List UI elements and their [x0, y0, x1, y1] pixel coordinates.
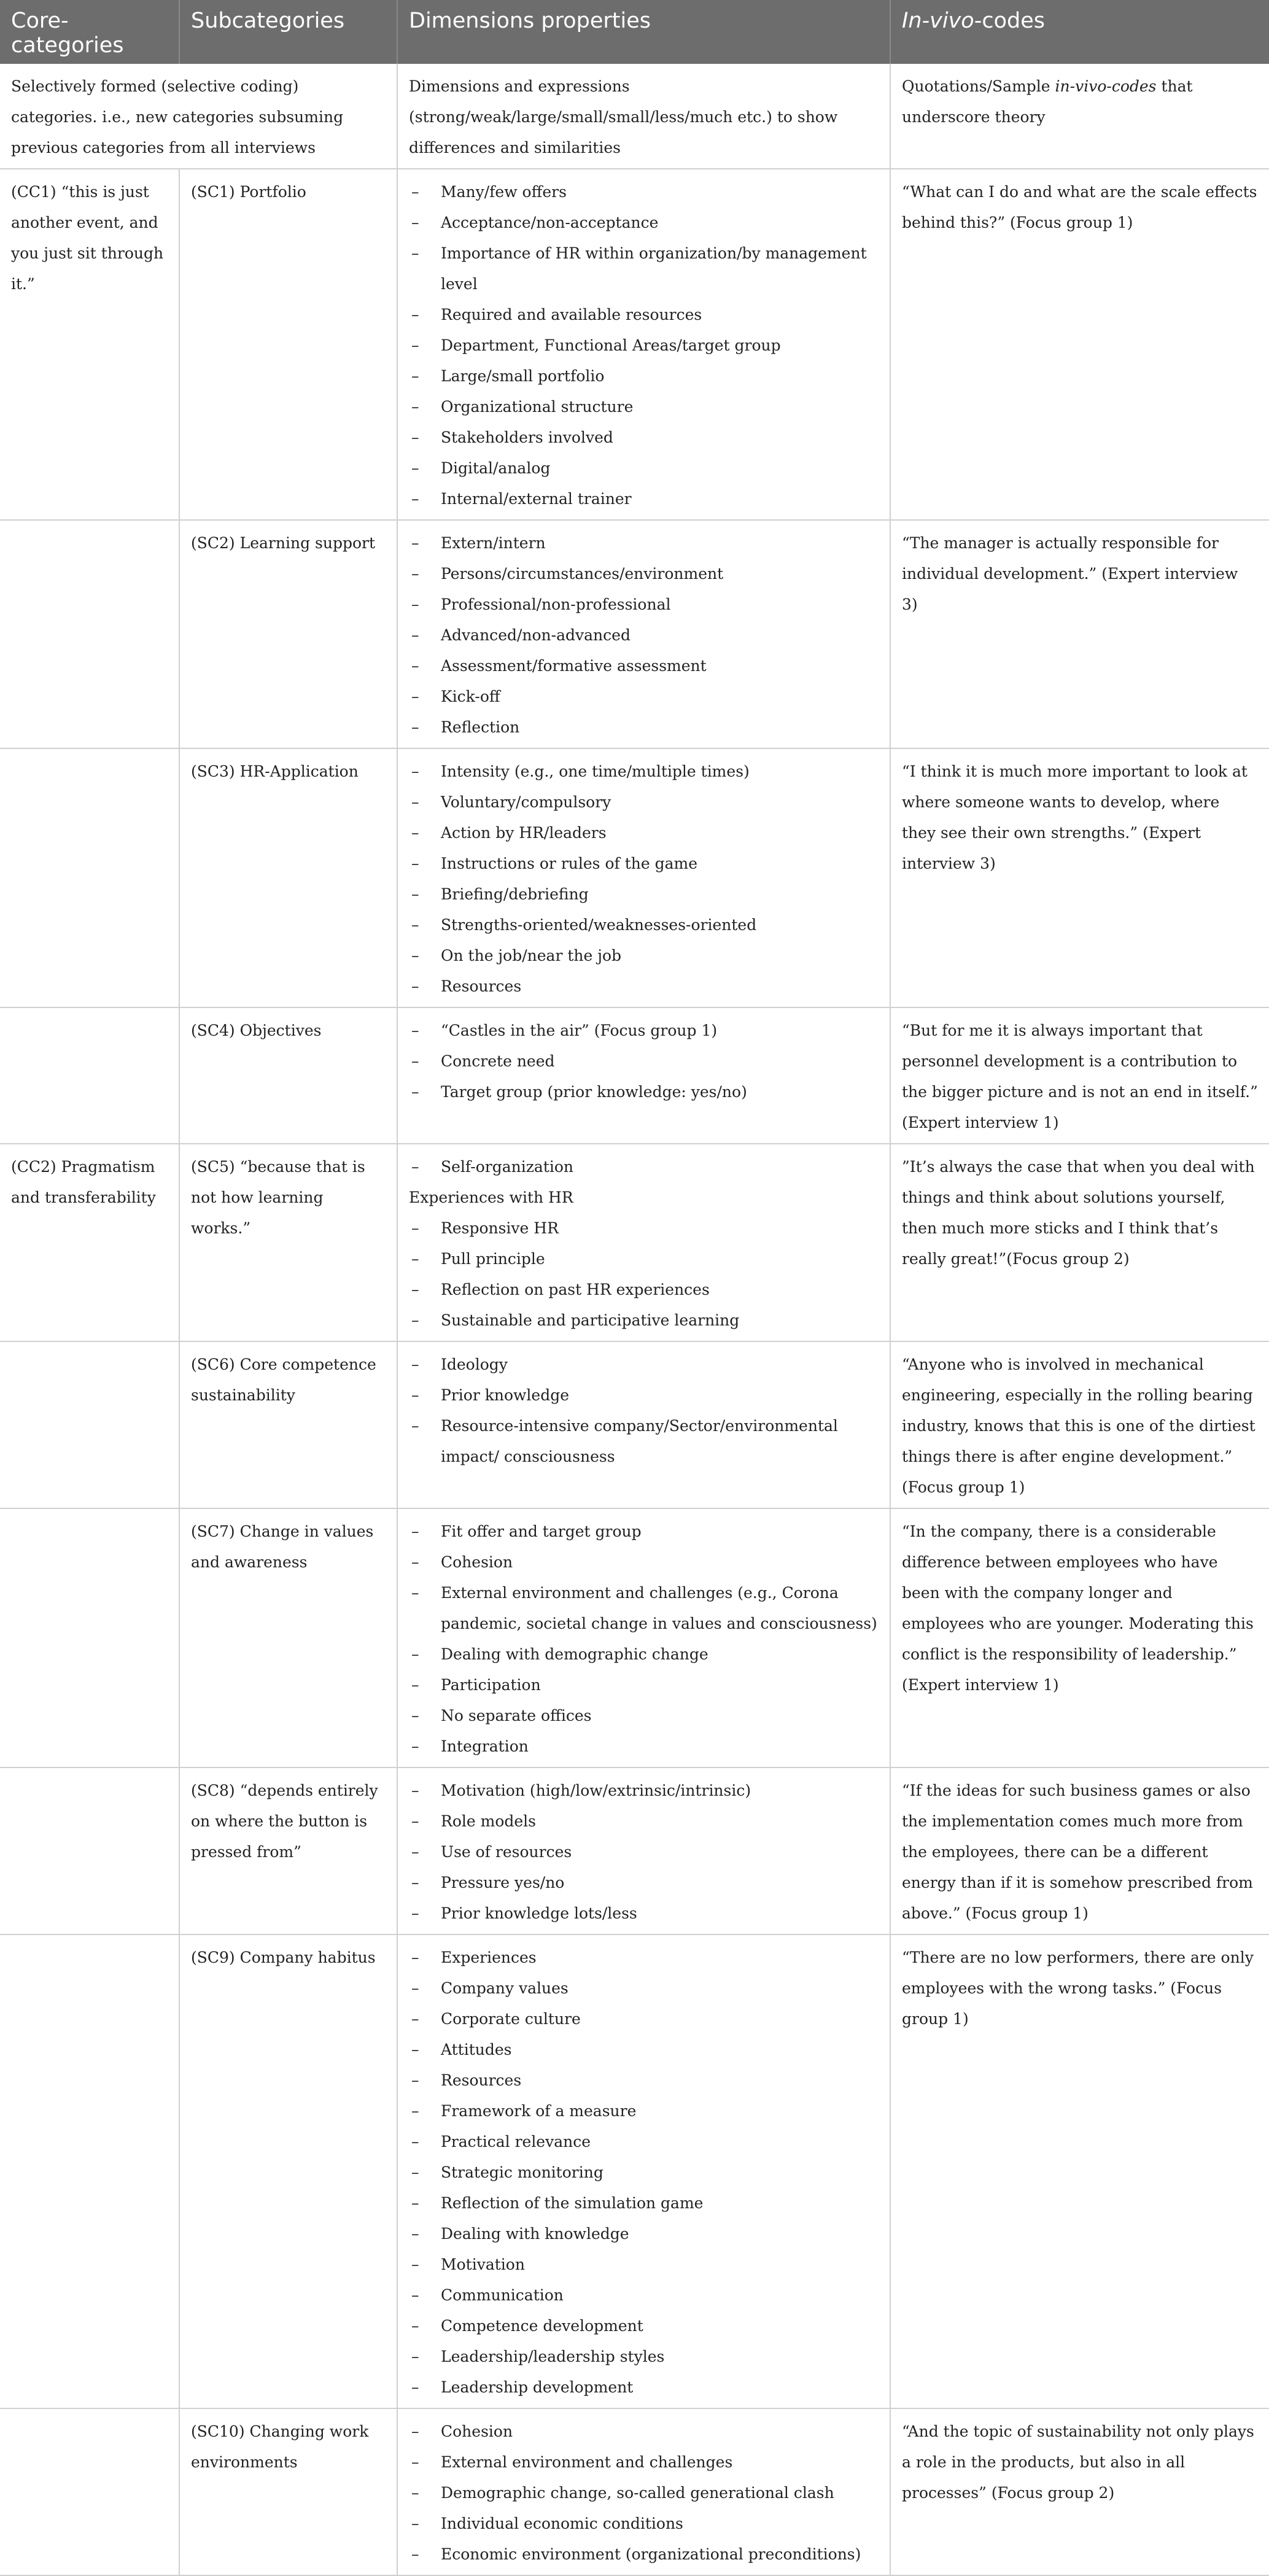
in-vivo-quote-cell: “In the company, there is a considerable difference between employees who have been with the company longer and employees who are younger. Moderating this conflict is the responsibility of leadership.” (Expert interview 1)	[890, 1508, 1269, 1767]
in-vivo-quote-cell: ”It’s always the case that when you deal with things and think about solutions yourself, then much more sticks and I think that’s really great!”(Focus group 2)	[890, 1144, 1269, 1341]
dimensions-cell	[397, 1007, 890, 1144]
dimension-item: – Prior knowledge	[409, 1380, 879, 1411]
dimension-item: – Dealing with demographic change	[409, 1639, 879, 1670]
dimensions-cell	[397, 1934, 890, 2408]
in-vivo-quote-cell: “I think it is much more important to look at where someone wants to develop, where they see their own strengths.” (Expert interview 3)	[890, 748, 1269, 1007]
dimension-item: – Required and available resources	[409, 300, 879, 330]
dimension-item: – Economic environment (organizational preconditions)	[409, 2539, 879, 2570]
subcategory-cell: (SC10) Changing work environments	[179, 2408, 397, 2575]
dimension-list	[409, 177, 879, 514]
intro-dimensions-description: Dimensions and expressions (strong/weak/large/small/small/less/much etc.) to show differences and similarities	[397, 64, 890, 169]
dimension-item: – Acceptance/non-acceptance	[409, 208, 879, 238]
header-subcategories: Subcategories	[179, 0, 397, 64]
intro-core-description: Selectively formed (selective coding) categories. i.e., new categories subsuming previous categories from all interviews	[0, 64, 397, 169]
core-category-cell	[0, 2408, 179, 2575]
in-vivo-quote-cell: “If the ideas for such business games or also the implementation comes much more from the employees, there can be a different energy than if it is somehow prescribed from above.” (Focus group 1)	[890, 1767, 1269, 1934]
intro-quote-italic: in-vivo-codes	[1055, 77, 1157, 95]
dimension-item: – Briefing/debriefing	[409, 879, 879, 910]
subcategory-cell: (SC5) “because that is not how learning works.”	[179, 1144, 397, 1341]
dimension-item: – Digital/analog	[409, 453, 879, 484]
dimension-item: – Sustainable and participative learning	[409, 1305, 879, 1336]
dimension-list	[409, 528, 879, 743]
dimension-item: – Resources	[409, 2065, 879, 2096]
dimension-item: – Target group (prior knowledge: yes/no)	[409, 1077, 879, 1108]
core-category-cell	[0, 520, 179, 748]
intro-row	[0, 64, 1269, 169]
dimension-item: – Instructions or rules of the game	[409, 848, 879, 879]
core-category-cell	[0, 1934, 179, 2408]
intro-quote-suffix: that underscore theory	[902, 77, 1193, 126]
dimension-item: – Cohesion	[409, 2416, 879, 2447]
dimension-item: – Prior knowledge lots/less	[409, 1898, 879, 1929]
dimension-item: – Intensity (e.g., one time/multiple times)	[409, 756, 879, 787]
dimension-list	[409, 756, 879, 1002]
core-category-cell	[0, 1341, 179, 1508]
core-category-cell: (CC2) Pragmatism and transferability	[0, 1144, 179, 1341]
dimension-item: – Experiences	[409, 1942, 879, 1973]
dimension-item: – Department, Functional Areas/target group	[409, 330, 879, 361]
dimensions-cell	[397, 520, 890, 748]
table-row	[0, 1341, 1269, 1508]
table-row	[0, 2408, 1269, 2575]
header-codes-suffix: -codes	[974, 9, 1045, 33]
dimension-item: – Attitudes	[409, 2035, 879, 2065]
table-row	[0, 1767, 1269, 1934]
dimension-item: – No separate offices	[409, 1701, 879, 1731]
intro-quote-prefix: Quotations/Sample	[902, 77, 1055, 95]
table-row	[0, 748, 1269, 1007]
dimension-item: – Cohesion	[409, 1547, 879, 1578]
intro-in-vivo-description	[890, 64, 1269, 169]
in-vivo-quote-cell: “But for me it is always important that personnel development is a contribution to the bigger picture and is not an end in itself.” (Expert interview 1)	[890, 1007, 1269, 1144]
dimensions-cell	[397, 2408, 890, 2575]
dimension-item: – Integration	[409, 1731, 879, 1762]
subcategory-cell: (SC7) Change in values and awareness	[179, 1508, 397, 1767]
dimension-item: – Communication	[409, 2280, 879, 2311]
dimension-item: – Ideology	[409, 1349, 879, 1380]
subcategory-cell: (SC4) Objectives	[179, 1007, 397, 1144]
table-row	[0, 1934, 1269, 2408]
dimension-item: – Motivation (high/low/extrinsic/intrinsic)	[409, 1775, 879, 1806]
core-category-cell	[0, 1767, 179, 1934]
table-row	[0, 1144, 1269, 1341]
in-vivo-quote-cell: “And the topic of sustainability not only plays a role in the products, but also in all processes” (Focus group 2)	[890, 2408, 1269, 2575]
dimension-item: – Use of resources	[409, 1837, 879, 1868]
dimension-item: – Pressure yes/no	[409, 1868, 879, 1898]
dimension-item: – Extern/intern	[409, 528, 879, 559]
dimension-item: – Pull principle	[409, 1244, 879, 1274]
header-in-vivo-codes	[890, 0, 1269, 64]
dimensions-cell	[397, 1767, 890, 1934]
dimension-item: – Advanced/non-advanced	[409, 620, 879, 651]
dimension-item: – Individual economic conditions	[409, 2508, 879, 2539]
dimensions-cell	[397, 1144, 890, 1341]
subcategory-cell: (SC9) Company habitus	[179, 1934, 397, 2408]
dimension-item: – Corporate culture	[409, 2004, 879, 2035]
dimension-item: – Large/small portfolio	[409, 361, 879, 392]
dimensions-cell	[397, 1341, 890, 1508]
dimension-item: – Many/few offers	[409, 177, 879, 208]
dimension-list	[409, 1015, 879, 1108]
header-dimensions-properties: Dimensions properties	[397, 0, 890, 64]
dimensions-cell	[397, 1508, 890, 1767]
dimension-item: – Assessment/formative assessment	[409, 651, 879, 681]
dimension-item: – Leadership development	[409, 2372, 879, 2403]
dimension-item: – Company values	[409, 1973, 879, 2004]
dimension-item: – Self-organization	[409, 1152, 879, 1182]
dimension-item: – Fit offer and target group	[409, 1516, 879, 1547]
dimension-item: – Framework of a measure	[409, 2096, 879, 2127]
dimension-item: – Demographic change, so-called generational clash	[409, 2478, 879, 2508]
table-body	[0, 64, 1269, 2575]
dimension-list	[409, 1349, 879, 1472]
dimension-item: – Action by HR/leaders	[409, 818, 879, 848]
dimension-item: – Reflection of the simulation game	[409, 2188, 879, 2219]
in-vivo-quote-cell: “The manager is actually responsible for individual development.” (Expert interview 3)	[890, 520, 1269, 748]
dimension-item: – External environment and challenges (e.g., Corona pandemic, societal change in values and consciousness)	[409, 1578, 879, 1639]
dimension-list	[409, 1152, 879, 1182]
subcategory-cell: (SC1) Portfolio	[179, 169, 397, 520]
dimension-list	[409, 1213, 879, 1336]
dimension-list	[409, 1942, 879, 2403]
table-row	[0, 1508, 1269, 1767]
dimension-item: – Resources	[409, 971, 879, 1002]
subcategory-cell: (SC8) “depends entirely on where the button is pressed from”	[179, 1767, 397, 1934]
in-vivo-quote-cell: “There are no low performers, there are only employees with the wrong tasks.” (Focus group 1)	[890, 1934, 1269, 2408]
dimension-item: – External environment and challenges	[409, 2447, 879, 2478]
dimension-item: – Responsive HR	[409, 1213, 879, 1244]
dimension-item: – Practical relevance	[409, 2127, 879, 2157]
dimension-item: – Stakeholders involved	[409, 422, 879, 453]
core-category-cell	[0, 748, 179, 1007]
dimension-item: – Role models	[409, 1806, 879, 1837]
dimension-item: – Professional/non-professional	[409, 589, 879, 620]
dimension-item: – On the job/near the job	[409, 941, 879, 971]
in-vivo-quote-cell: “Anyone who is involved in mechanical engineering, especially in the rolling bearing industry, knows that this is one of the dirtiest things there is after engine development.” (Focus group 1)	[890, 1341, 1269, 1508]
subcategory-cell: (SC6) Core competence sustainability	[179, 1341, 397, 1508]
in-vivo-quote-cell: “What can I do and what are the scale effects behind this?” (Focus group 1)	[890, 169, 1269, 520]
core-category-cell	[0, 1007, 179, 1144]
dimension-subheading: Experiences with HR	[409, 1189, 573, 1206]
dimension-item: – Persons/circumstances/environment	[409, 559, 879, 589]
subcategory-cell: (SC3) HR-Application	[179, 748, 397, 1007]
header-row	[0, 0, 1269, 64]
dimension-item: – Motivation	[409, 2249, 879, 2280]
dimension-item: – “Castles in the air” (Focus group 1)	[409, 1015, 879, 1046]
dimension-item: – Reflection	[409, 712, 879, 743]
core-category-cell	[0, 1508, 179, 1767]
dimension-list	[409, 2416, 879, 2570]
dimensions-cell	[397, 748, 890, 1007]
dimension-item: – Dealing with knowledge	[409, 2219, 879, 2249]
dimension-item: – Internal/external trainer	[409, 484, 879, 514]
table-row	[0, 1007, 1269, 1144]
dimension-item: – Kick-off	[409, 681, 879, 712]
dimension-item: – Importance of HR within organization/by management level	[409, 238, 879, 300]
dimension-list	[409, 1516, 879, 1762]
dimension-item: – Organizational structure	[409, 392, 879, 422]
header-core-categories: Core-categories	[0, 0, 179, 64]
dimension-item: – Voluntary/compulsory	[409, 787, 879, 818]
dimension-item: – Concrete need	[409, 1046, 879, 1077]
table-header	[0, 0, 1269, 64]
dimension-item: – Leadership/leadership styles	[409, 2341, 879, 2372]
table-row	[0, 520, 1269, 748]
dimension-item: – Reflection on past HR experiences	[409, 1274, 879, 1305]
table-row	[0, 169, 1269, 520]
core-category-cell: (CC1) “this is just another event, and you just sit through it.”	[0, 169, 179, 520]
dimension-item: – Participation	[409, 1670, 879, 1701]
dimension-item: – Competence development	[409, 2311, 879, 2341]
dimension-item: – Strategic monitoring	[409, 2157, 879, 2188]
subcategory-cell: (SC2) Learning support	[179, 520, 397, 748]
dimensions-cell	[397, 169, 890, 520]
header-in-vivo-italic: In-vivo	[902, 9, 974, 33]
dimension-item: – Resource-intensive company/Sector/environmental impact/ consciousness	[409, 1411, 879, 1472]
dimension-list	[409, 1775, 879, 1929]
dimension-item: – Strengths-oriented/weaknesses-oriented	[409, 910, 879, 941]
